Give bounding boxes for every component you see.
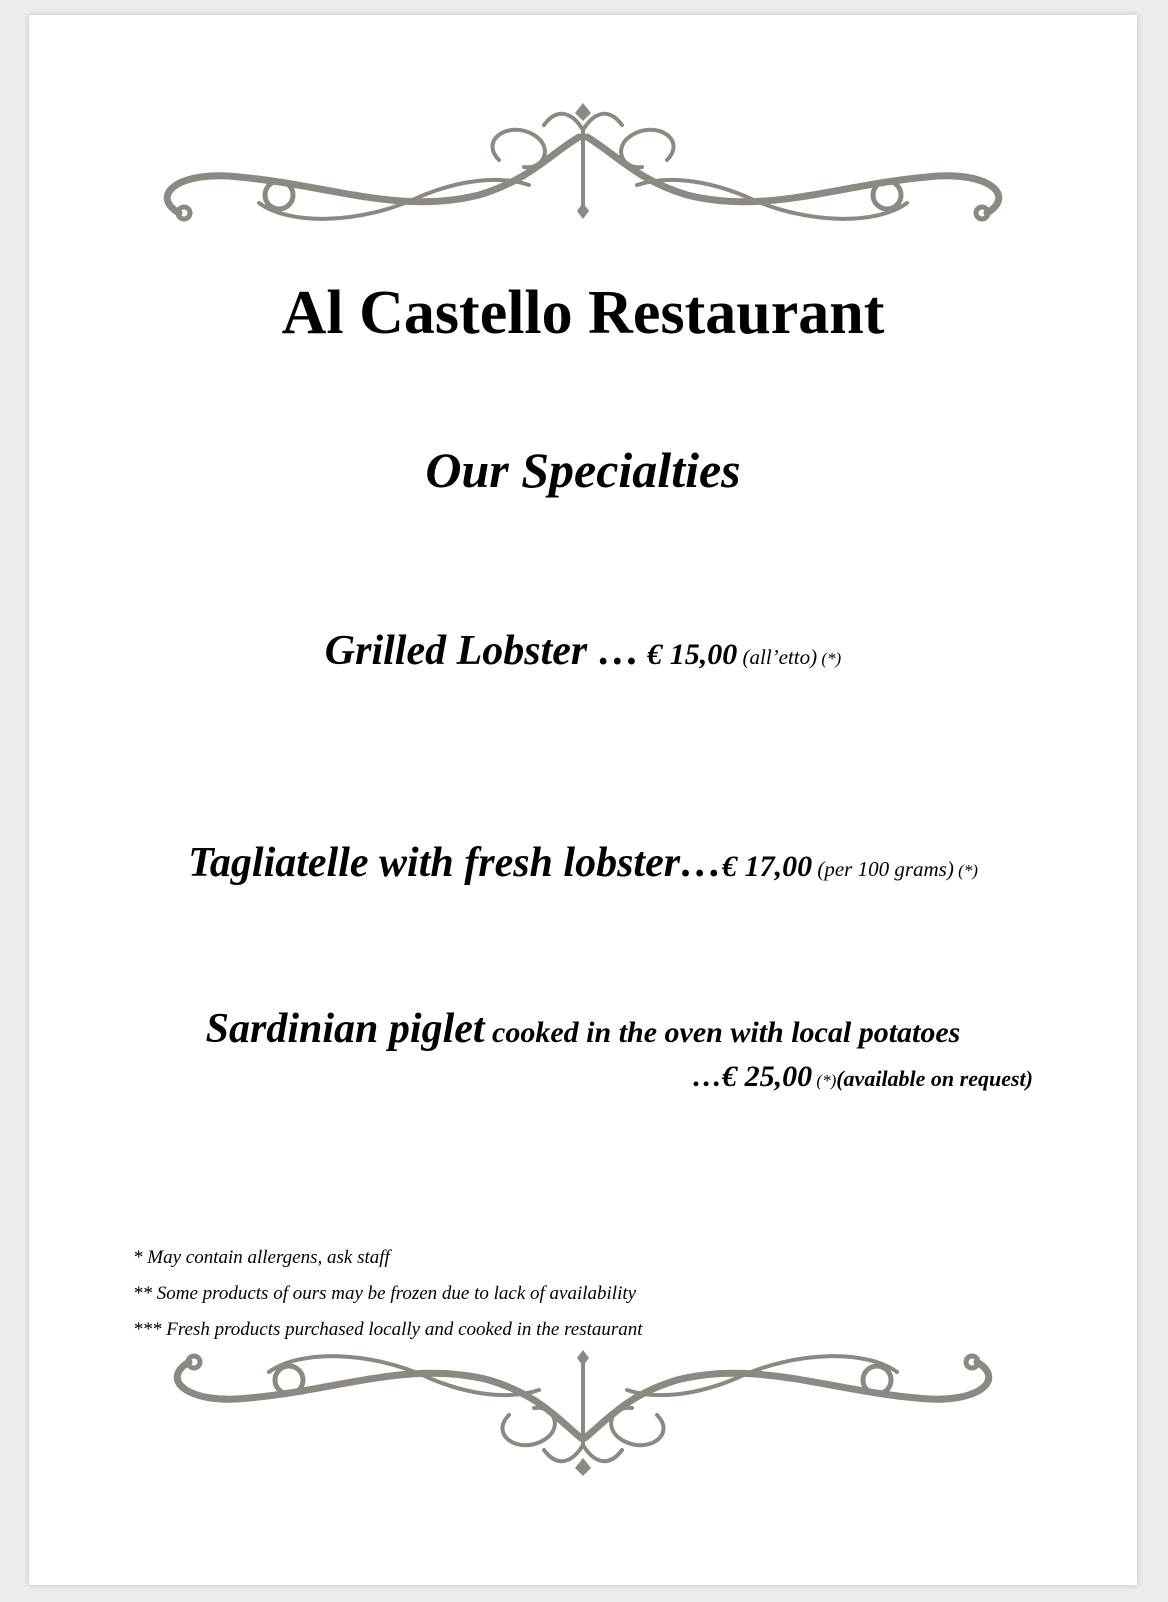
allergen-marker: (*) <box>953 861 978 880</box>
specialties-heading: Our Specialties <box>425 442 741 498</box>
footnotes <box>133 1240 643 1348</box>
allergen-marker: (*) <box>817 649 842 668</box>
dish-price: € 17,00 <box>722 850 813 883</box>
dish-unit: (all’etto) <box>737 645 818 669</box>
footnote-frozen: ** Some products of ours may be frozen due to lack of availability <box>133 1283 637 1304</box>
dish-name: Grilled Lobster … <box>324 628 640 674</box>
menu-item-sardinian-piglet-price <box>692 1060 1033 1094</box>
availability-note: (available on request) <box>836 1066 1033 1091</box>
footnote-fresh: *** Fresh products purchased locally and cooked in the restaurant <box>133 1319 643 1340</box>
menu-item-tagliatelle-lobster <box>29 839 1137 887</box>
dish-price: € 15,00 <box>639 638 738 671</box>
menu-item-sardinian-piglet <box>29 1005 1137 1053</box>
dish-unit: (per 100 grams) <box>812 857 954 881</box>
top-flourish-ornament <box>29 85 1137 235</box>
allergen-marker: (*) <box>812 1071 837 1090</box>
dish-name: Tagliatelle with fresh lobster… <box>188 840 723 886</box>
bottom-flourish-ornament <box>29 1340 1137 1490</box>
restaurant-title: Al Castello Restaurant <box>281 279 885 347</box>
menu-item-grilled-lobster <box>29 627 1137 675</box>
dish-price: …€ 25,00 <box>692 1060 813 1093</box>
dish-description: cooked in the oven with local potatoes <box>484 1016 961 1049</box>
footnote-allergens: * May contain allergens, ask staff <box>133 1247 390 1268</box>
menu-page <box>29 15 1137 1585</box>
dish-name: Sardinian piglet <box>205 1006 485 1052</box>
